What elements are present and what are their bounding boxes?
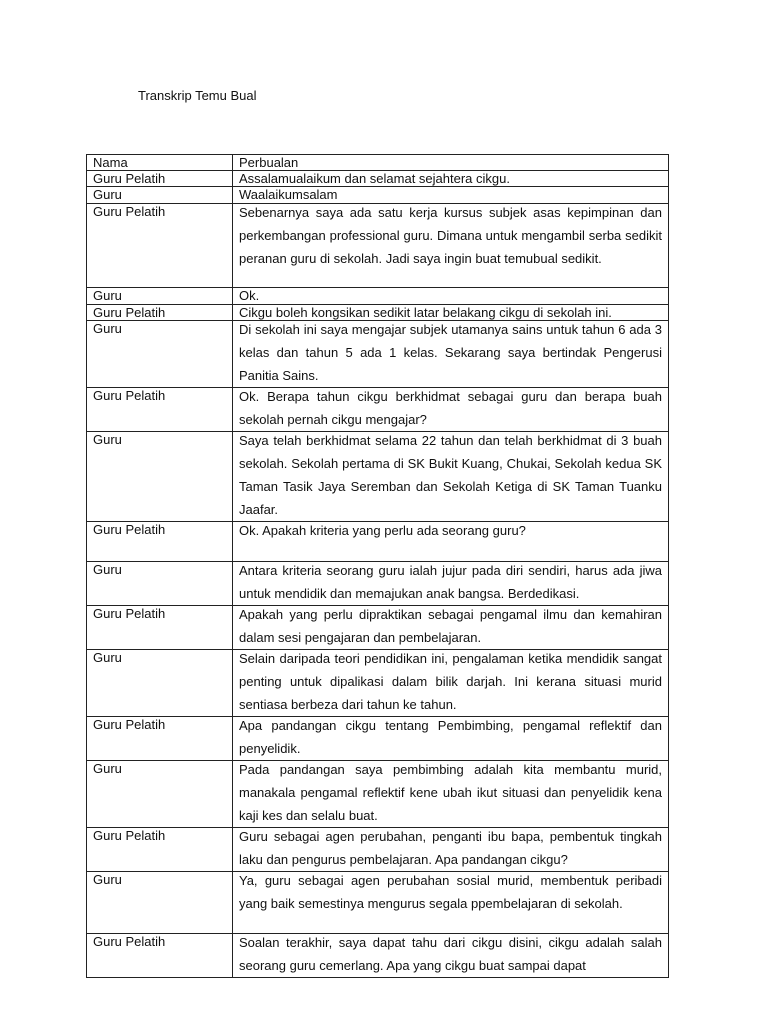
row-text-content: Di sekolah ini saya mengajar subjek utamanya sains untuk tahun 6 ada 3 kelas dan tahun 5 ada 1 kelas. Sekarang saya bertindak Pengerusi Panitia Sains. <box>239 322 662 383</box>
row-text-content: Apa pandangan cikgu tentang Pembimbing, pengamal reflektif dan penyelidik. <box>239 718 662 756</box>
row-text <box>233 828 669 872</box>
table-row <box>87 934 669 978</box>
row-text <box>233 650 669 717</box>
row-text: Cikgu boleh kongsikan sedikit latar belakang cikgu di sekolah ini. <box>233 305 669 321</box>
row-speaker: Guru <box>87 872 233 934</box>
table-row <box>87 761 669 828</box>
header-conversation: Perbualan <box>233 155 669 171</box>
table-row <box>87 288 669 305</box>
row-speaker: Guru <box>87 761 233 828</box>
table-row <box>87 388 669 432</box>
table-row <box>87 305 669 321</box>
row-text-content: Sebenarnya saya ada satu kerja kursus subjek asas kepimpinan dan perkembangan professional guru. Dimana untuk mengambil serba sedikit peranan guru di sekolah. Jadi saya ingin buat temubual sedikit. <box>239 205 662 266</box>
row-text: Assalamualaikum dan selamat sejahtera cikgu. <box>233 171 669 187</box>
row-text <box>233 761 669 828</box>
row-speaker: Guru Pelatih <box>87 717 233 761</box>
row-text-content: Ok. Apakah kriteria yang perlu ada seorang guru? <box>239 523 526 538</box>
row-text <box>233 934 669 978</box>
row-text-content: Saya telah berkhidmat selama 22 tahun dan telah berkhidmat di 3 buah sekolah. Sekolah pertama di SK Bukit Kuang, Chukai, Sekolah kedua SK Taman Tasik Jaya Seremban dan Sekolah Ketiga di SK Taman Tuanku Jaafar. <box>239 433 662 517</box>
table-row <box>87 717 669 761</box>
row-speaker: Guru Pelatih <box>87 171 233 187</box>
table-row <box>87 828 669 872</box>
row-text-content: Pada pandangan saya pembimbing adalah kita membantu murid, manakala pengamal reflektif kene ubah ikut situasi dan penyelidik kena kaji kes dan selalu buat. <box>239 762 662 823</box>
row-text <box>233 717 669 761</box>
table-row <box>87 562 669 606</box>
row-speaker: Guru <box>87 650 233 717</box>
row-speaker: Guru <box>87 562 233 606</box>
row-speaker: Guru Pelatih <box>87 522 233 562</box>
table-row <box>87 606 669 650</box>
row-text: Waalaikumsalam <box>233 187 669 204</box>
row-text: Ok. <box>233 288 669 305</box>
row-speaker: Guru Pelatih <box>87 305 233 321</box>
row-text <box>233 606 669 650</box>
row-text <box>233 522 669 562</box>
table-row <box>87 432 669 522</box>
table-row <box>87 321 669 388</box>
row-text-content: Antara kriteria seorang guru ialah jujur pada diri sendiri, harus ada jiwa untuk mendidik dan memajukan anak bangsa. Berdedikasi. <box>239 563 662 601</box>
row-speaker: Guru Pelatih <box>87 388 233 432</box>
transcript-body <box>87 155 669 978</box>
row-text-content: Soalan terakhir, saya dapat tahu dari cikgu disini, cikgu adalah salah seorang guru cemerlang. Apa yang cikgu buat sampai dapat <box>239 935 662 973</box>
row-text <box>233 321 669 388</box>
row-speaker: Guru <box>87 321 233 388</box>
row-text <box>233 388 669 432</box>
row-text <box>233 204 669 288</box>
transcript-table <box>86 154 669 978</box>
row-speaker: Guru <box>87 288 233 305</box>
row-text <box>233 432 669 522</box>
table-row <box>87 204 669 288</box>
row-text-content: Apakah yang perlu dipraktikan sebagai pengamal ilmu dan kemahiran dalam sesi pengajaran dan pembelajaran. <box>239 607 662 645</box>
header-speaker: Nama <box>87 155 233 171</box>
row-speaker: Guru Pelatih <box>87 606 233 650</box>
row-text-content: Guru sebagai agen perubahan, penganti ibu bapa, pembentuk tingkah laku dan pengurus pembelajaran. Apa pandangan cikgu? <box>239 829 662 867</box>
row-speaker: Guru Pelatih <box>87 934 233 978</box>
row-speaker: Guru Pelatih <box>87 828 233 872</box>
row-text <box>233 872 669 934</box>
row-text-content: Ya, guru sebagai agen perubahan sosial murid, membentuk peribadi yang baik semestinya mengurus segala ppembelajaran di sekolah. <box>239 873 662 911</box>
row-speaker: Guru Pelatih <box>87 204 233 288</box>
row-speaker: Guru <box>87 187 233 204</box>
header-row <box>87 155 669 171</box>
row-text <box>233 562 669 606</box>
table-row <box>87 522 669 562</box>
document-title: Transkrip Temu Bual <box>138 88 257 103</box>
row-text-content: Ok. Berapa tahun cikgu berkhidmat sebagai guru dan berapa buah sekolah pernah cikgu mengajar? <box>239 389 662 427</box>
row-speaker: Guru <box>87 432 233 522</box>
table-row <box>87 650 669 717</box>
table-row <box>87 872 669 934</box>
table-row <box>87 171 669 187</box>
row-text-content: Selain daripada teori pendidikan ini, pengalaman ketika mendidik sangat penting untuk dipalikasi dalam bilik darjah. Ini kerana situasi murid sentiasa berbeza dari tahun ke tahun. <box>239 651 662 712</box>
table-row <box>87 187 669 204</box>
